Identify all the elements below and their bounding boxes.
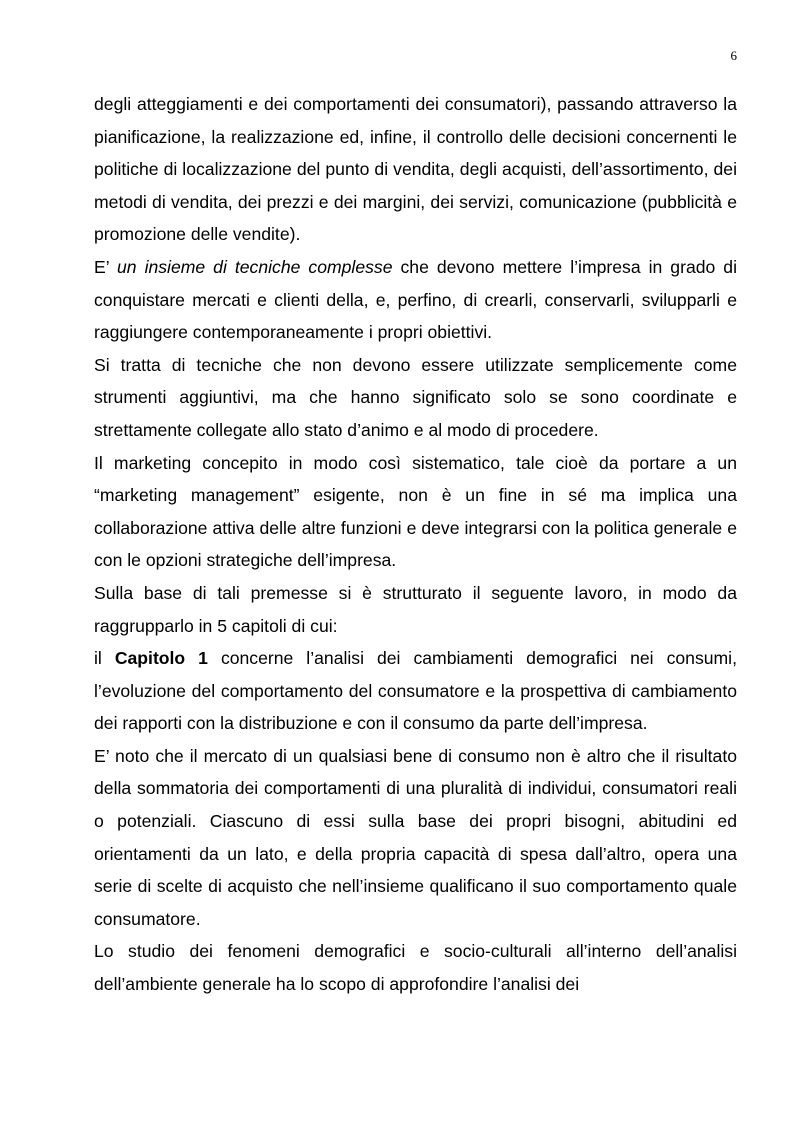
paragraph-6-lead: il: [94, 648, 115, 669]
paragraph-2-rest: che devono mettere l’impresa in grado di conquistare mercati e clienti della, e, perfino, di crearli, conservarli, svilupparli e raggiungere contemporaneamente i propri obiettivi.: [94, 256, 737, 343]
paragraph-5: Sulla base di tali premesse si è strutturato il seguente lavoro, in modo da raggrupparlo in 5 capitoli di cui:: [94, 582, 737, 636]
page-number: 6: [730, 48, 737, 63]
paragraph-4: Il marketing concepito in modo così sistematico, tale cioè da portare a un “marketing management” esigente, non è un fine in sé ma implica una collaborazione attiva delle altre funzioni e deve integrarsi con la politica generale e con le opzioni strategiche dell’impresa.: [94, 452, 737, 571]
chapter-1-label: Capitolo 1: [114, 648, 208, 669]
paragraph-8: Lo studio dei fenomeni demografici e socio-culturali all’interno dell’analisi dell’ambiente generale ha lo scopo di approfondire l’analisi dei: [94, 941, 737, 995]
paragraph-2: [94, 251, 737, 349]
paragraph-1: degli atteggiamenti e dei comportamenti dei consumatori), passando attraverso la pianificazione, la realizzazione ed, infine, il controllo delle decisioni concernenti le politiche di localizzazione del punto di vendita, degli acquisti, dell’assortimento, dei metodi di vendita, dei prezzi e dei margini, dei servizi, comunicazione (pubblicità e promozione delle vendite).: [94, 94, 737, 245]
document-body: [94, 88, 737, 1001]
paragraph-2-lead: E’: [94, 256, 117, 277]
paragraph-6: [94, 642, 737, 740]
paragraph-6-rest: concerne l’analisi dei cambiamenti demografici nei consumi, l’evoluzione del comportamento del consumatore e la prospettiva di cambiamento dei rapporti con la distribuzione e con il consumo da parte dell’impresa.: [94, 648, 737, 734]
paragraph-2-emphasis: un insieme di tecniche complesse: [117, 256, 393, 277]
paragraph-7: E’ noto che il mercato di un qualsiasi bene di consumo non è altro che il risultato della sommatoria dei comportamenti di una pluralità di individui, consumatori reali o potenziali. Ciascuno di essi sulla base dei propri bisogni, abitudini ed orientamenti da un lato, e della propria capacità di spesa dall’altro, opera una serie di scelte di acquisto che nell’insieme qualificano il suo comportamento quale consumatore.: [94, 745, 737, 929]
paragraph-3: Si tratta di tecniche che non devono essere utilizzate semplicemente come strumenti aggiuntivi, ma che hanno significato solo se sono coordinate e strettamente collegate allo stato d’animo e al modo di procedere.: [94, 354, 737, 440]
